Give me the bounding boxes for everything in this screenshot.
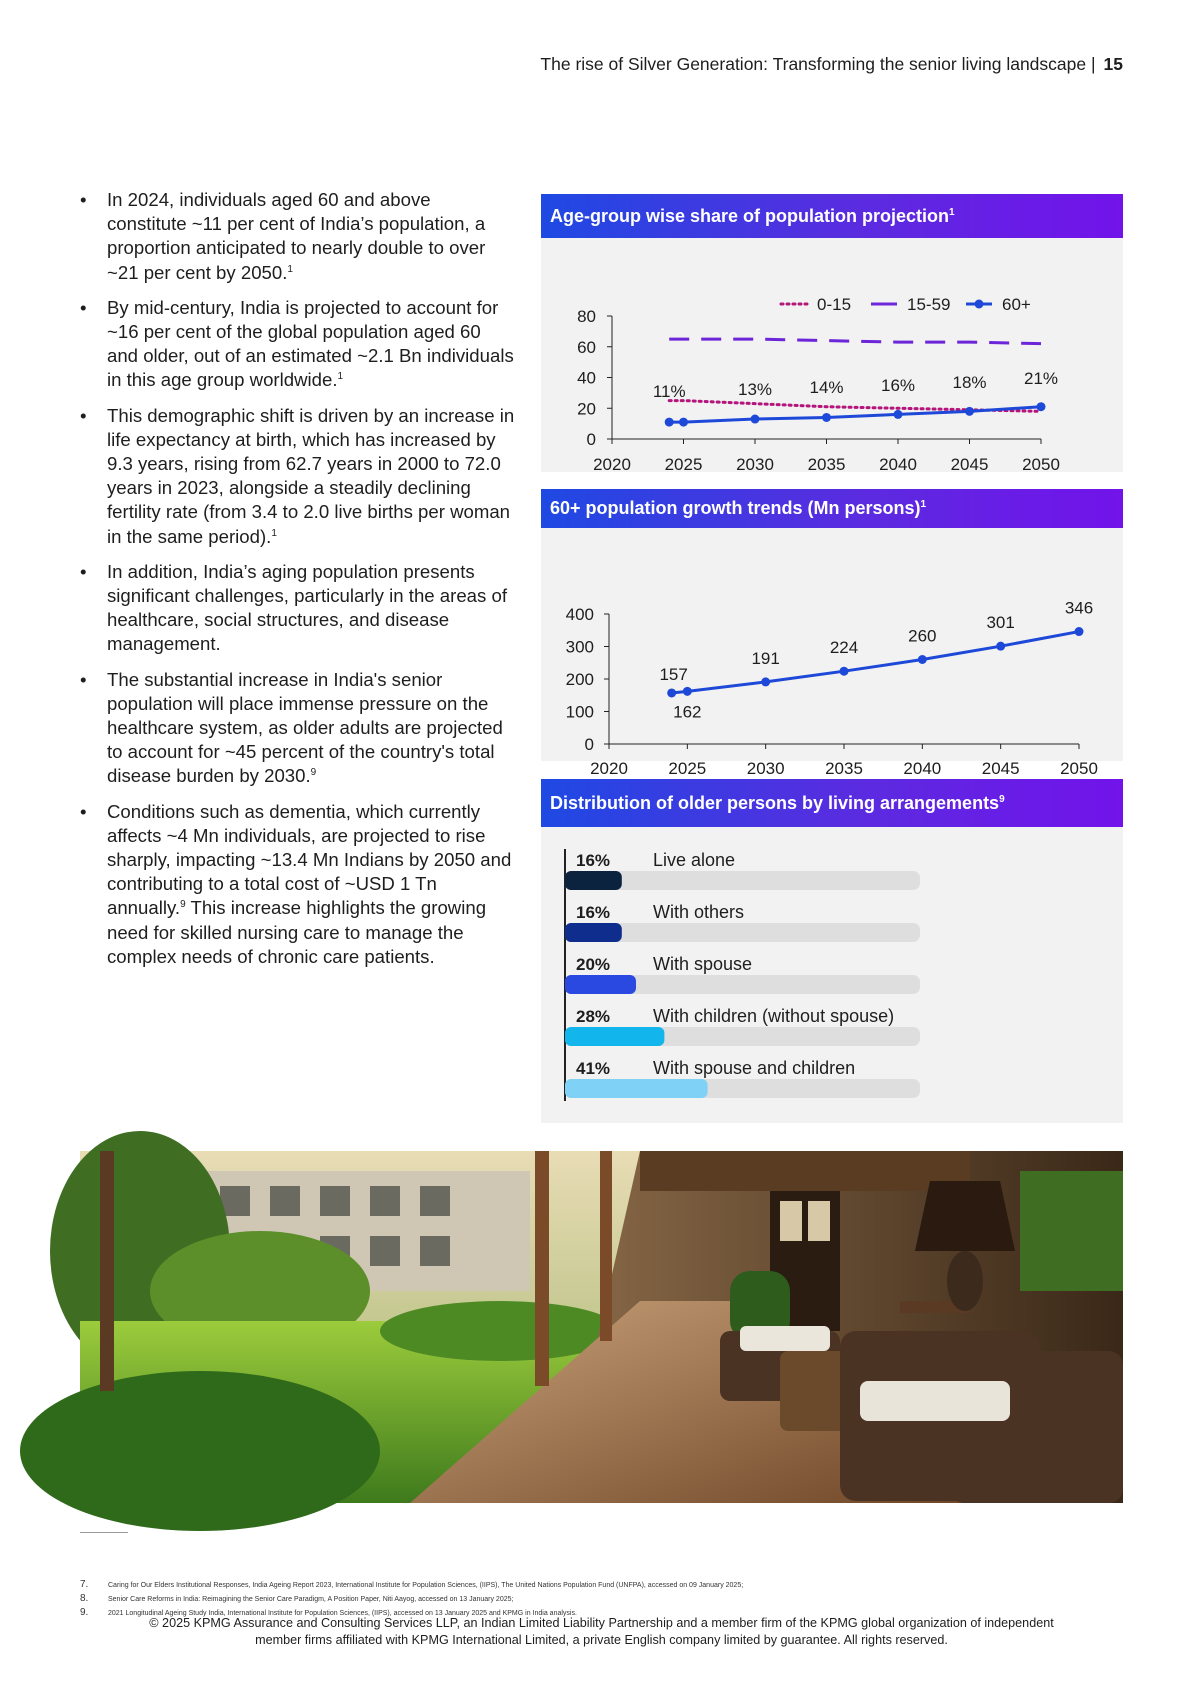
veranda-illustration xyxy=(80,1151,1123,1503)
growth-chart xyxy=(541,528,1123,778)
senior-living-photo xyxy=(80,1151,1123,1503)
growth-point xyxy=(667,688,676,697)
data-label: 346 xyxy=(1064,598,1094,618)
bullet-item: • By mid-century, India is projected to account for ~16 per cent of the global population aged 60 and older, out of an estimated ~2.1 Bn individuals in this age group worldwide.$^1$ xyxy=(80,296,515,393)
bar-fill xyxy=(565,975,636,994)
bar-value-label: 28% xyxy=(576,1007,611,1026)
y-tick-label: 0 xyxy=(586,430,596,449)
bar-value-label: 16% xyxy=(576,851,611,870)
x-tick-label: 2050 xyxy=(1060,759,1098,778)
data-label: 13% xyxy=(737,380,773,399)
legend-label-0-15: 0-15 xyxy=(817,295,852,314)
series-60+-line xyxy=(669,407,1041,422)
y-tick-label: 100 xyxy=(565,702,594,722)
bullet-item: • The substantial increase in India's senior population will place immense pressure on the healthcare system, as older adults are projected to account for ~45 percent of the country's total disease burden by 2030.$^9$ xyxy=(80,668,515,789)
copyright-footer: © 2025 KPMG Assurance and Consulting Services LLP, an Indian Limited Liability Partnership and a member firm of the KPMG global organization of independent member firms affiliated with KPMG International Limited, a private English company limited by guarantee. All rights reserved. xyxy=(149,1616,1054,1647)
bar-fill xyxy=(565,1027,664,1046)
growth-point xyxy=(840,667,849,676)
bar-fill xyxy=(565,871,622,890)
series-60plus-point xyxy=(894,410,903,419)
footnote-7: 7. Caring for Our Elders Institutional Responses, India Ageing Report 2023, International Institute for Population Sciences, (IIPS), The United Nations Population Fund (UNFPA), accessed on 09 January 2025; xyxy=(80,1579,744,1590)
x-tick-label: 2025 xyxy=(664,455,703,474)
data-label: 224 xyxy=(829,638,859,658)
y-tick-label: 0 xyxy=(584,735,594,754)
data-label: 21% xyxy=(1023,369,1059,388)
x-tick-label: 2020 xyxy=(590,759,628,778)
bar-value-label: 16% xyxy=(576,903,611,922)
data-label: 157 xyxy=(659,664,688,684)
age-share-chart xyxy=(541,238,1123,472)
x-tick-label: 2040 xyxy=(879,455,917,474)
bar-value-label: 41% xyxy=(576,1059,611,1078)
x-tick-label: 2035 xyxy=(807,455,846,474)
y-tick-label: 200 xyxy=(565,670,594,689)
series-60plus-point xyxy=(665,418,674,427)
data-label: 18% xyxy=(952,373,987,392)
y-tick-label: 20 xyxy=(577,399,596,419)
legend-label-60+: 60+ xyxy=(1002,295,1031,314)
x-tick-label: 2035 xyxy=(825,759,863,778)
y-tick-label: 400 xyxy=(565,605,594,624)
age-share-chart-panel xyxy=(541,194,1123,472)
data-label: 301 xyxy=(986,613,1015,633)
living-chart-title: Distribution of older persons by living arrangements$^9$ xyxy=(541,779,1123,827)
y-tick-label: 40 xyxy=(577,368,596,388)
footnote-8: 8. Senior Care Reforms in India: Reimagining the Senior Care Paradigm, A Position Paper, Niti Aayog, accessed on 13 January 2025; xyxy=(80,1593,514,1604)
series-15-59-line xyxy=(669,339,1041,344)
legend-label-15-59: 15-59 xyxy=(907,295,951,314)
data-label: 16% xyxy=(880,376,916,395)
series-60plus-point xyxy=(965,407,974,416)
bar-category-label: With others xyxy=(653,902,745,922)
footnote-9: 9. 2021 Longitudinal Ageing Study India, International Institute for Population Sciences, (IIPS), accessed on 13 January 2025 and KPMG in India analysis. xyxy=(80,1607,577,1618)
bullet-item: • This demographic shift is driven by an increase in life expectancy at birth, which has increased by 9.3 years, rising from 62.7 years in 2000 to 72.0 years in 2023, alongside a steadily declining fertility rate (from 3.4 to 2.0 live births per woman in the same period).$^1$ xyxy=(80,404,515,549)
x-tick-label: 2045 xyxy=(981,759,1020,778)
series-60plus-point xyxy=(1037,402,1046,411)
age-share-chart-title: Age-group wise share of population projection$^1$ xyxy=(541,194,1123,238)
y-tick-label: 60 xyxy=(577,337,596,357)
bullet-item: • Conditions such as dementia, which currently affects ~4 Mn individuals, are projected to rise sharply, impacting ~13.4 Mn Indians by 2050 and contributing to a total cost of ~USD 1 Tn annually.$^9$ This increase highlights the growing need for skilled nursing care to manage the complex needs of chronic care patients. xyxy=(80,800,515,969)
x-tick-label: 2050 xyxy=(1022,455,1060,474)
growth-point xyxy=(996,642,1005,651)
series-60plus-point xyxy=(822,413,831,422)
data-label: 162 xyxy=(673,702,702,722)
bar-fill xyxy=(565,1079,708,1098)
bar-value-label: 20% xyxy=(576,955,611,974)
growth-chart-panel xyxy=(541,489,1123,778)
x-tick-label: 2020 xyxy=(593,455,631,474)
x-tick-label: 2030 xyxy=(746,759,785,778)
legend-marker xyxy=(975,300,984,309)
y-tick-label: 80 xyxy=(577,307,596,326)
data-label: 14% xyxy=(809,378,844,397)
data-label: 191 xyxy=(751,648,780,668)
bar-category-label: With spouse xyxy=(653,954,753,974)
living-chart xyxy=(541,827,1123,1123)
page-header xyxy=(540,54,1123,75)
page-number: 15 xyxy=(1103,54,1123,74)
growth-line xyxy=(672,632,1079,693)
growth-point xyxy=(918,655,927,664)
bullet-list xyxy=(80,188,515,980)
series-60plus-point xyxy=(679,418,688,427)
bar-category-label: With children (without spouse) xyxy=(653,1006,895,1026)
data-label: 11% xyxy=(652,382,686,401)
x-tick-label: 2045 xyxy=(950,455,989,474)
header-title: The rise of Silver Generation: Transforming the senior living landscape | xyxy=(540,54,1096,74)
bar-category-label: Live alone xyxy=(653,850,736,870)
x-tick-label: 2025 xyxy=(668,759,707,778)
growth-point xyxy=(1075,627,1084,636)
growth-point xyxy=(683,687,692,696)
footnote-divider xyxy=(80,1532,128,1533)
x-tick-label: 2040 xyxy=(903,759,942,778)
living-chart-panel xyxy=(541,779,1123,1123)
x-tick-label: 2030 xyxy=(736,455,774,474)
data-label: 260 xyxy=(908,626,937,646)
growth-chart-title: 60+ population growth trends (Mn persons)$^1$ xyxy=(541,489,1123,528)
growth-point xyxy=(761,677,770,686)
y-tick-label: 300 xyxy=(565,637,594,657)
bar-category-label: With spouse and children xyxy=(653,1058,856,1078)
series-60plus-point xyxy=(751,415,760,424)
bullet-item: • In addition, India’s aging population presents significant challenges, particularly in the areas of healthcare, social structures, and disease management. xyxy=(80,560,515,657)
bullet-item: • In 2024, individuals aged 60 and above constitute ~11 per cent of India’s population, a proportion anticipated to nearly double to over ~21 per cent by 2050.$^1$ xyxy=(80,188,515,285)
bar-fill xyxy=(565,923,622,942)
